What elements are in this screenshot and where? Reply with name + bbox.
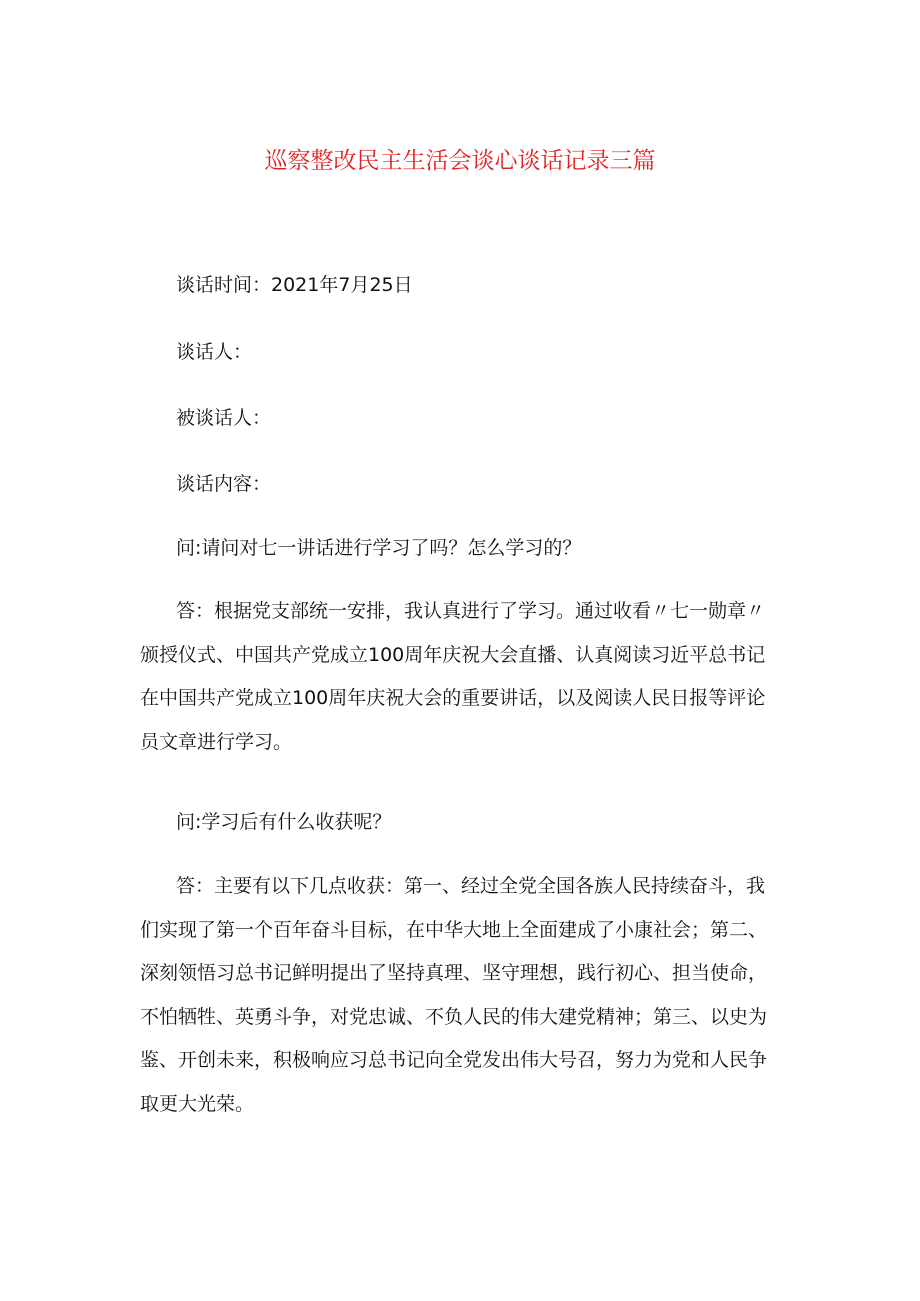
answer-2: 答：主要有以下几点收获：第一、经过全党全国各族人民持续奋斗，我们实现了第一个百年奋斗目标，在中华大地上全面建成了小康社会；第二、深刻领悟习总书记鲜明提出了坚持真理、坚守理想，践行初心、担当使命，不怕牺牲、英勇斗争，对党忠诚、不负人民的伟大建党精神；第三、以史为鉴、开创未来，积极响应习总书记向全党发出伟大号召，努力为党和人民争取更大光荣。 xyxy=(140,875,768,1115)
answer-1: 答：根据党支部统一安排，我认真进行了学习。通过收看〃七一勋章〃颁授仪式、中国共产党成立100周年庆祝大会直播、认真阅读习近平总书记在中国共产党成立100周年庆祝大会的重要讲话，以及阅读人民日报等评论员文章进行学习。 xyxy=(140,600,766,753)
meta-speaker: 谈话人： xyxy=(176,341,253,363)
question-2: 问:学习后有什么收获呢？ xyxy=(176,811,392,833)
meta-interviewee: 被谈话人： xyxy=(176,407,272,429)
meta-time: 谈话时间：2021年7月25日 xyxy=(176,274,413,296)
meta-content-label: 谈话内容： xyxy=(176,473,272,495)
question-1: 问:请问对七一讲话进行学习了吗？怎么学习的？ xyxy=(176,537,582,559)
document-title: 巡察整改民主生活会谈心谈话记录三篇 xyxy=(264,148,656,174)
